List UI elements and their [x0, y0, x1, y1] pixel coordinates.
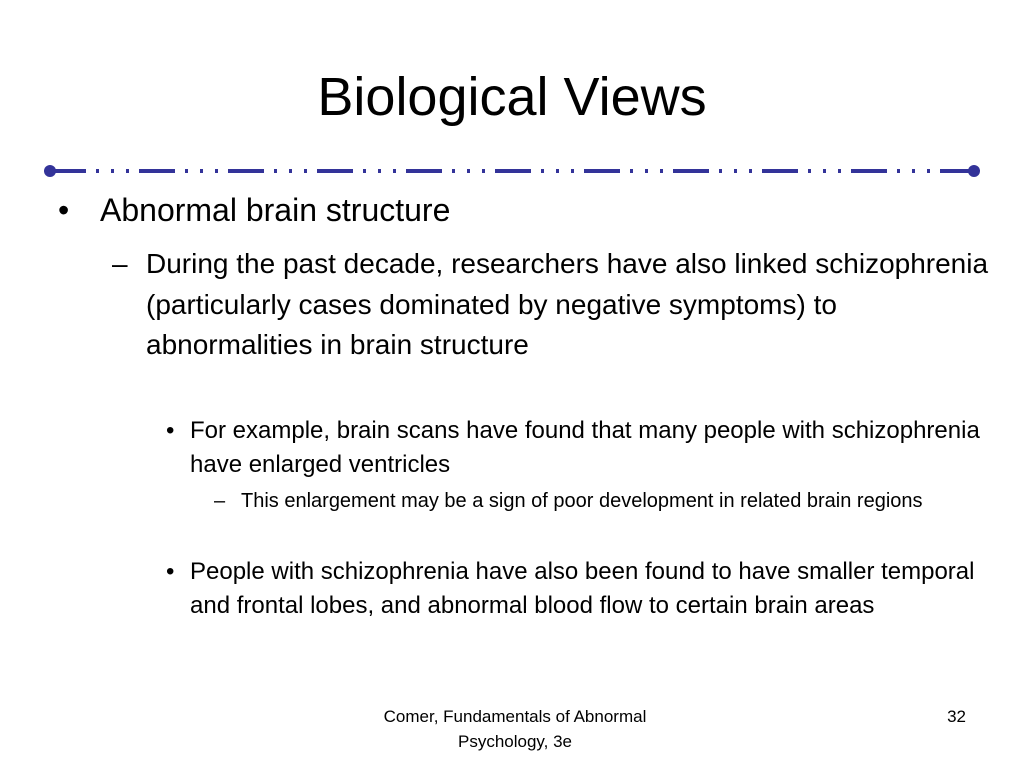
- divider-right-dot: [968, 165, 980, 177]
- slide-number: 32: [947, 707, 966, 726]
- bullet-marker: •: [58, 192, 70, 228]
- bullet-marker: •: [166, 417, 175, 444]
- title-divider: [42, 158, 982, 184]
- bullet-text: This enlargement may be a sign of poor development in related brain regions: [241, 490, 923, 512]
- slide-title: Biological Views: [317, 67, 707, 127]
- bullet-text: For example, brain scans have found that many people with schizophrenia have enlarged ventricles: [190, 417, 980, 478]
- divider-left-dot: [44, 165, 56, 177]
- bullet-level4: [214, 486, 1001, 516]
- bullet-level2: [112, 244, 996, 366]
- dash-marker: –: [112, 248, 128, 279]
- bullet-text: People with schizophrenia have also been found to have smaller temporal and frontal lobes, and abnormal blood flow to certain brain areas: [190, 558, 975, 619]
- bullet-text: Abnormal brain structure: [100, 192, 451, 228]
- bullet-marker: •: [166, 558, 175, 585]
- footer-source: Comer, Fundamentals of Abnormal Psychology, 3e: [383, 707, 647, 751]
- bullet-level3-example: [166, 414, 980, 482]
- bullet-level3-lobes: [166, 555, 980, 623]
- dash-marker: –: [214, 490, 226, 512]
- bullet-text: During the past decade, researchers have also linked schizophrenia (particularly cases dominated by negative symptoms) to abnormalities in brain structure: [146, 248, 989, 360]
- bullet-level1: [58, 190, 1000, 230]
